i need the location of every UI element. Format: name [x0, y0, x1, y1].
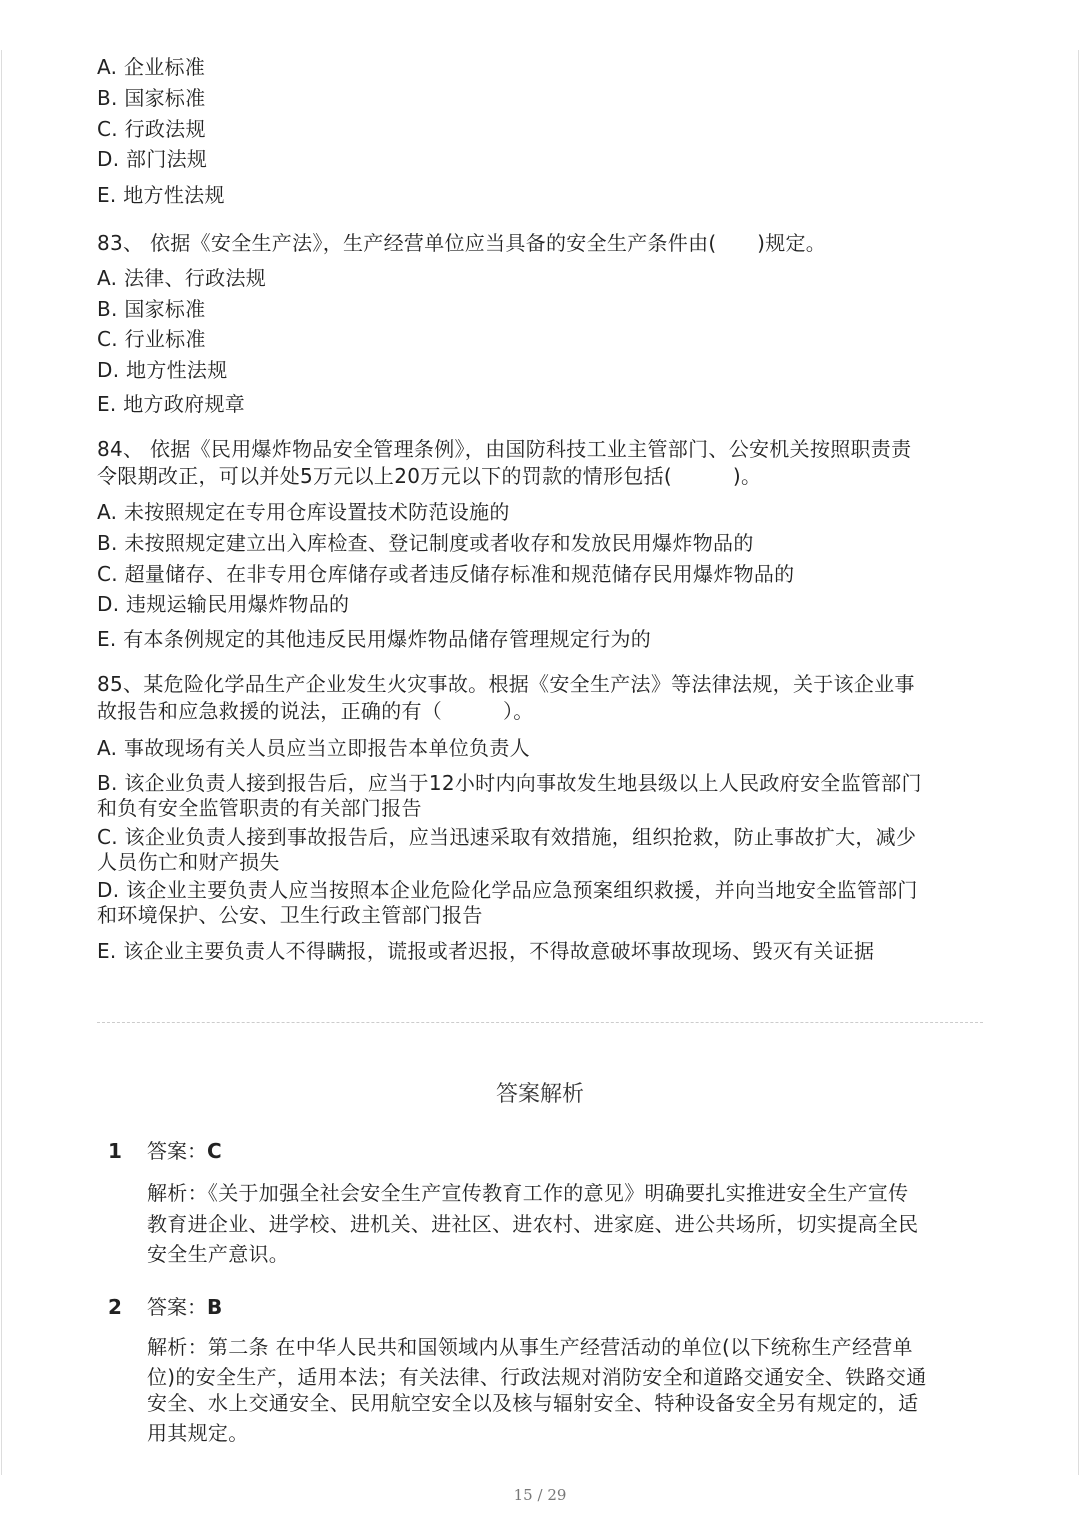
question-text: 85、某危险化学品生产企业发生火灾事故。根据《安全生产法》等法律法规，关于该企业事 [97, 672, 915, 696]
answer-number: 1 [108, 1139, 122, 1163]
option-line: C. 该企业负责人接到事故报告后，应当迅速采取有效措施，组织抢救，防止事故扩大，减少 [97, 825, 917, 849]
option-line: B. 该企业负责人接到报告后，应当于12小时内向事故发生地县级以上人民政府安全监管部门 [97, 771, 922, 795]
analysis-text: 位)的安全生产，适用本法；有关法律、行政法规对消防安全和道路交通安全、铁路交通 [147, 1365, 927, 1389]
page-separator: / [537, 1486, 543, 1504]
current-page: 15 [513, 1486, 533, 1504]
page-right-edge [1078, 50, 1079, 1475]
option-line: C. 行业标准 [97, 327, 206, 351]
answer-label: 答案： [147, 1139, 207, 1163]
analysis-text: 用其规定。 [147, 1421, 249, 1445]
option-line: 人员伤亡和财产损失 [97, 850, 280, 874]
answers-section-title: 答案解析 [495, 1082, 584, 1107]
option-line: 和负有安全监管职责的有关部门报告 [97, 796, 422, 820]
question-text: 故报告和应急救援的说法，正确的有（ ）。 [97, 699, 534, 723]
option-line: B. 国家标准 [97, 297, 206, 321]
option-line: 和环境保护、公安、卫生行政主管部门报告 [97, 903, 483, 927]
option-line: D. 部门法规 [97, 147, 208, 171]
option-line: A. 企业标准 [97, 55, 206, 79]
answer-value: B [207, 1295, 223, 1319]
option-line: D. 地方性法规 [97, 358, 228, 382]
analysis-text: 安全、水上交通安全、民用航空安全以及核与辐射安全、特种设备安全另有规定的，适 [147, 1391, 919, 1415]
question-text: 令限期改正，可以并处5万元以上20万元以下的罚款的情形包括( )。 [97, 464, 762, 488]
page-left-edge [1, 50, 2, 1475]
option-line: B. 未按照规定建立出入库检查、登记制度或者收存和发放民用爆炸物品的 [97, 531, 754, 555]
option-line: A. 法律、行政法规 [97, 266, 267, 290]
answer-value: C [207, 1139, 222, 1163]
option-line: A. 事故现场有关人员应当立即报告本单位负责人 [97, 736, 530, 760]
analysis-text: 教育进企业、进学校、进机关、进社区、进农村、进家庭、进公共场所，切实提高全民 [147, 1212, 919, 1236]
question-text: 83、 依据《安全生产法》，生产经营单位应当具备的安全生产条件由( )规定。 [97, 231, 827, 255]
option-line: E. 有本条例规定的其他违反民用爆炸物品储存管理规定行为的 [97, 627, 652, 651]
answer-heading [147, 1138, 222, 1164]
analysis-text: 解析：第二条 在中华人民共和国领域内从事生产经营活动的单位(以下统称生产经营单 [147, 1335, 913, 1359]
question-text: 84、 依据《民用爆炸物品安全管理条例》，由国防科技工业主管部门、公安机关按照职责责 [97, 437, 912, 461]
answer-number: 2 [108, 1295, 122, 1319]
option-line: D. 违规运输民用爆炸物品的 [97, 592, 350, 616]
option-line: E. 地方政府规章 [97, 392, 246, 416]
option-line: C. 超量储存、在非专用仓库储存或者违反储存标准和规范储存民用爆炸物品的 [97, 562, 795, 586]
answer-label: 答案： [147, 1295, 207, 1319]
option-line: C. 行政法规 [97, 117, 206, 141]
page-number [0, 1486, 1080, 1504]
option-line: A. 未按照规定在专用仓库设置技术防范设施的 [97, 500, 510, 524]
analysis-text: 安全生产意识。 [147, 1242, 290, 1266]
analysis-text: 解析：《关于加强全社会安全生产宣传教育工作的意见》明确要扎实推进安全生产宣传 [147, 1181, 909, 1205]
section-divider [97, 1022, 983, 1023]
option-line: B. 国家标准 [97, 86, 206, 110]
option-line: E. 该企业主要负责人不得瞒报，谎报或者迟报，不得故意破坏事故现场、毁灭有关证据 [97, 939, 875, 963]
option-line: D. 该企业主要负责人应当按照本企业危险化学品应急预案组织救援，并向当地安全监管部门 [97, 878, 918, 902]
option-line: E. 地方性法规 [97, 183, 225, 207]
answer-heading [147, 1294, 222, 1320]
total-pages: 29 [547, 1486, 567, 1504]
